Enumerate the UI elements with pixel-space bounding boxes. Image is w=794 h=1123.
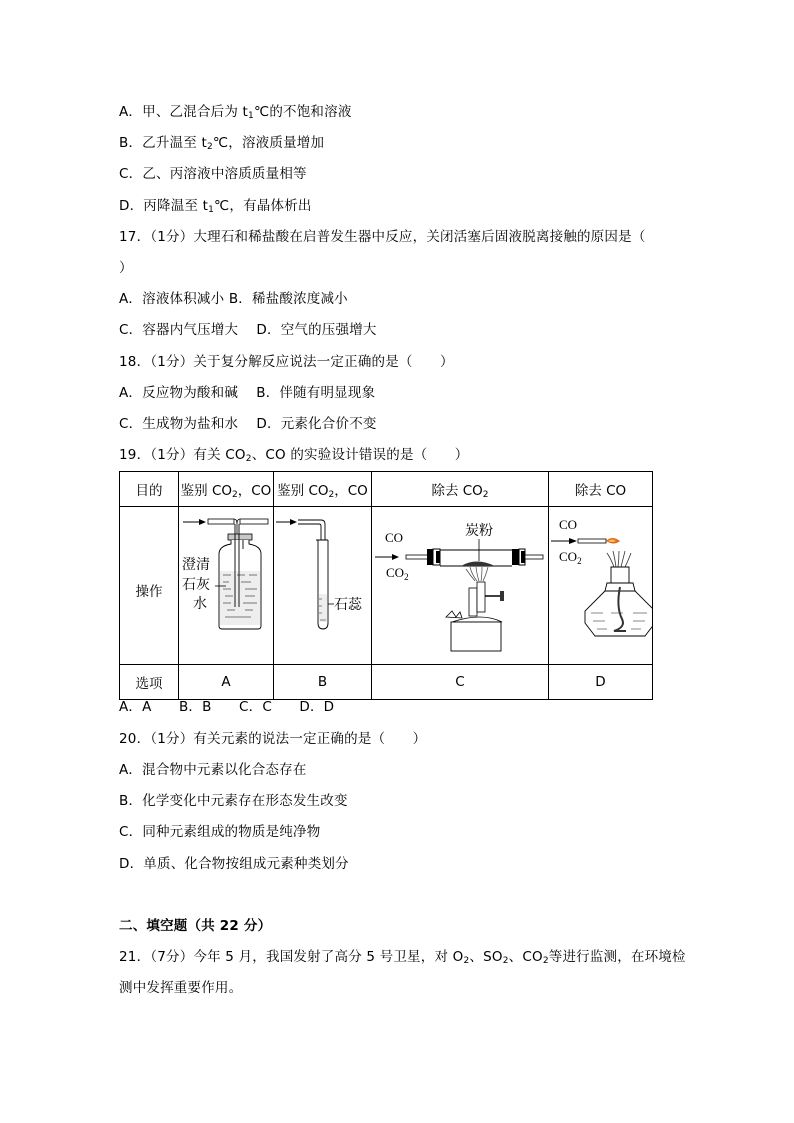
experiment-table bbox=[119, 471, 653, 700]
row-header-purpose: 目的 bbox=[120, 472, 179, 507]
diagram-a-lime-water-bottle bbox=[179, 507, 274, 665]
svg-text:CO: CO bbox=[385, 530, 404, 545]
svg-text:水: 水 bbox=[193, 596, 207, 612]
q20-option-a: A．混合物中元素以化合态存在 bbox=[119, 762, 307, 778]
q18-stem: 18．（1分）关于复分解反应说法一定正确的是（ ） bbox=[119, 354, 454, 370]
alcohol-lamp-icon bbox=[549, 509, 652, 658]
q19-answers: A．A B．B C．C D．D bbox=[119, 699, 335, 715]
q16-option-b: B．乙升温至 $t_2℃$，溶液质量增加 bbox=[119, 135, 325, 152]
option-d: D bbox=[549, 665, 653, 700]
purpose-row bbox=[120, 472, 653, 507]
svg-text:澄清: 澄清 bbox=[182, 557, 210, 573]
svg-text:CO2: $CO_2$ bbox=[386, 565, 409, 582]
q18-options-cd: C．生成物为盐和水 D．元素化合价不变 bbox=[119, 416, 377, 432]
svg-text:CO: CO bbox=[559, 517, 578, 532]
q21-line2: 测中发挥重要作用。 bbox=[119, 980, 243, 996]
q16-option-a: A．甲、乙混合后为 $t_1℃$的不饱和溶液 bbox=[119, 104, 352, 121]
row-header-option: 选项 bbox=[120, 665, 179, 700]
q18-options-ab: A．反应物为酸和碱 B．伴随有明显现象 bbox=[119, 385, 376, 401]
q20-option-b: B．化学变化中元素存在形态发生改变 bbox=[119, 793, 348, 809]
q17-options-ab: A．溶液体积减小 B．稀盐酸浓度减小 bbox=[119, 291, 348, 307]
combustion-tube-icon bbox=[372, 509, 548, 658]
purpose-d: 除去 CO bbox=[549, 472, 653, 507]
operation-row bbox=[120, 507, 653, 665]
svg-text:石灰: 石灰 bbox=[182, 577, 210, 593]
q17-stem: 17．（1分）大理石和稀盐酸在启普发生器中反应，关闭活塞后固液脱离接触的原因是（ bbox=[119, 229, 646, 245]
q20-stem: 20．（1分）有关元素的说法一定正确的是（ ） bbox=[119, 731, 427, 747]
q16-option-c: C．乙、丙溶液中溶质质量相等 bbox=[119, 166, 307, 182]
svg-text:CO2: $CO_2$ bbox=[559, 549, 582, 566]
section-title: 二、填空题（共 22 分） bbox=[119, 918, 272, 934]
option-c: C bbox=[372, 665, 549, 700]
diagram-b-litmus-test-tube bbox=[274, 507, 372, 665]
svg-text:炭粉: 炭粉 bbox=[465, 523, 493, 539]
option-b: B bbox=[274, 665, 372, 700]
q16-option-d: D．丙降温至 $t_1℃$，有晶体析出 bbox=[119, 198, 312, 215]
svg-text:石蕊: 石蕊 bbox=[334, 597, 362, 613]
q19-stem: 19．（1分）有关 $CO_2$、CO 的实验设计错误的是（ ） bbox=[119, 447, 469, 464]
row-header-operation: 操作 bbox=[120, 507, 179, 665]
purpose-c: 除去 $CO_2$ bbox=[372, 472, 549, 507]
q17-stem-cont: ） bbox=[119, 260, 133, 276]
q17-options-cd: C．容器内气压增大 D．空气的压强增大 bbox=[119, 322, 377, 338]
option-row bbox=[120, 665, 653, 700]
q20-option-c: C．同种元素组成的物质是纯净物 bbox=[119, 824, 321, 840]
purpose-a: 鉴别 $CO_2$，CO bbox=[179, 472, 274, 507]
q21-line1: 21．（7分）今年 5 月，我国发射了高分 5 号卫星，对 $O_2$、$SO_2$、$CO_2$等进行监测，在环境检 bbox=[119, 949, 686, 966]
gas-bottle-icon bbox=[179, 509, 273, 658]
option-a: A bbox=[179, 665, 274, 700]
purpose-b: 鉴别 $CO_2$，CO bbox=[274, 472, 372, 507]
test-tube-icon bbox=[274, 509, 371, 658]
diagram-c-carbon-tube-heating bbox=[372, 507, 549, 665]
q20-option-d: D．单质、化合物按组成元素种类划分 bbox=[119, 856, 349, 872]
diagram-d-alcohol-lamp-burning bbox=[549, 507, 653, 665]
